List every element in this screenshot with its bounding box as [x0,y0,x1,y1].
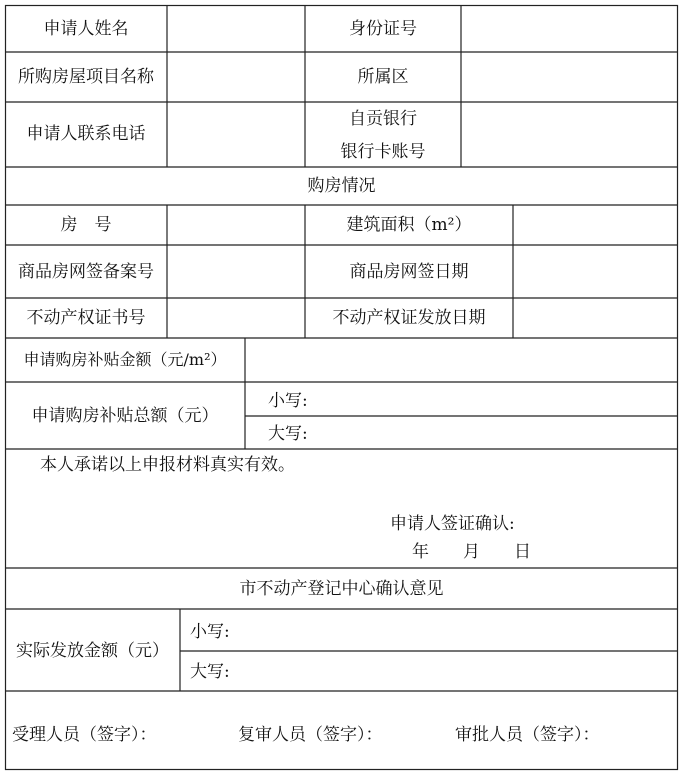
bank-account-label: 银行卡账号 [340,142,426,162]
subsidy-upper-label: 大写: [268,424,308,444]
section-center-title: 市不动产登记中心确认意见 [239,579,444,599]
approve-signature: 审批人员（签字）： [455,725,600,745]
contract-date-label: 商品房网签日期 [349,262,469,282]
pledge-date-line: 年 月 日 [412,542,531,562]
project-name-label: 所购房屋项目名称 [18,67,154,87]
phone-label: 申请人联系电话 [26,124,146,144]
contract-number-label: 商品房网签备案号 [18,262,154,282]
actual-lower-label: 小写: [190,622,230,642]
district-label: 所属区 [357,67,409,87]
actual-lower-field[interactable] [250,622,670,642]
actual-amount-label: 实际发放金额（元） [16,641,169,661]
bank-name-label: 自贡银行 [349,109,417,129]
cert-date-label: 不动产权证发放日期 [332,308,486,328]
applicant-name-label: 申请人姓名 [43,19,129,39]
actual-upper-label: 大写: [190,662,230,682]
subsidy-lower-field[interactable] [330,391,670,411]
pledge-statement: 本人承诺以上申报材料真实有效。 [40,455,295,475]
applicant-sign-label: 申请人签证确认: [390,514,515,534]
accept-signature: 受理人员（签字）： [12,725,157,745]
cert-number-label: 不动产权证书号 [26,308,146,328]
subsidy-rate-label: 申请购房补贴金额（元/m²） [23,350,227,369]
actual-upper-field[interactable] [250,662,670,682]
subsidy-lower-label: 小写: [268,391,308,411]
section-purchase-title: 购房情况 [307,176,376,196]
floor-area-label: 建筑面积（m²） [346,215,472,235]
review-signature: 复审人员（签字）： [238,725,383,745]
subsidy-total-label: 申请购房补贴总额（元） [31,406,219,426]
id-number-label: 身份证号 [349,19,417,39]
room-number-label: 房 号 [60,215,112,235]
subsidy-upper-field[interactable] [330,424,670,444]
